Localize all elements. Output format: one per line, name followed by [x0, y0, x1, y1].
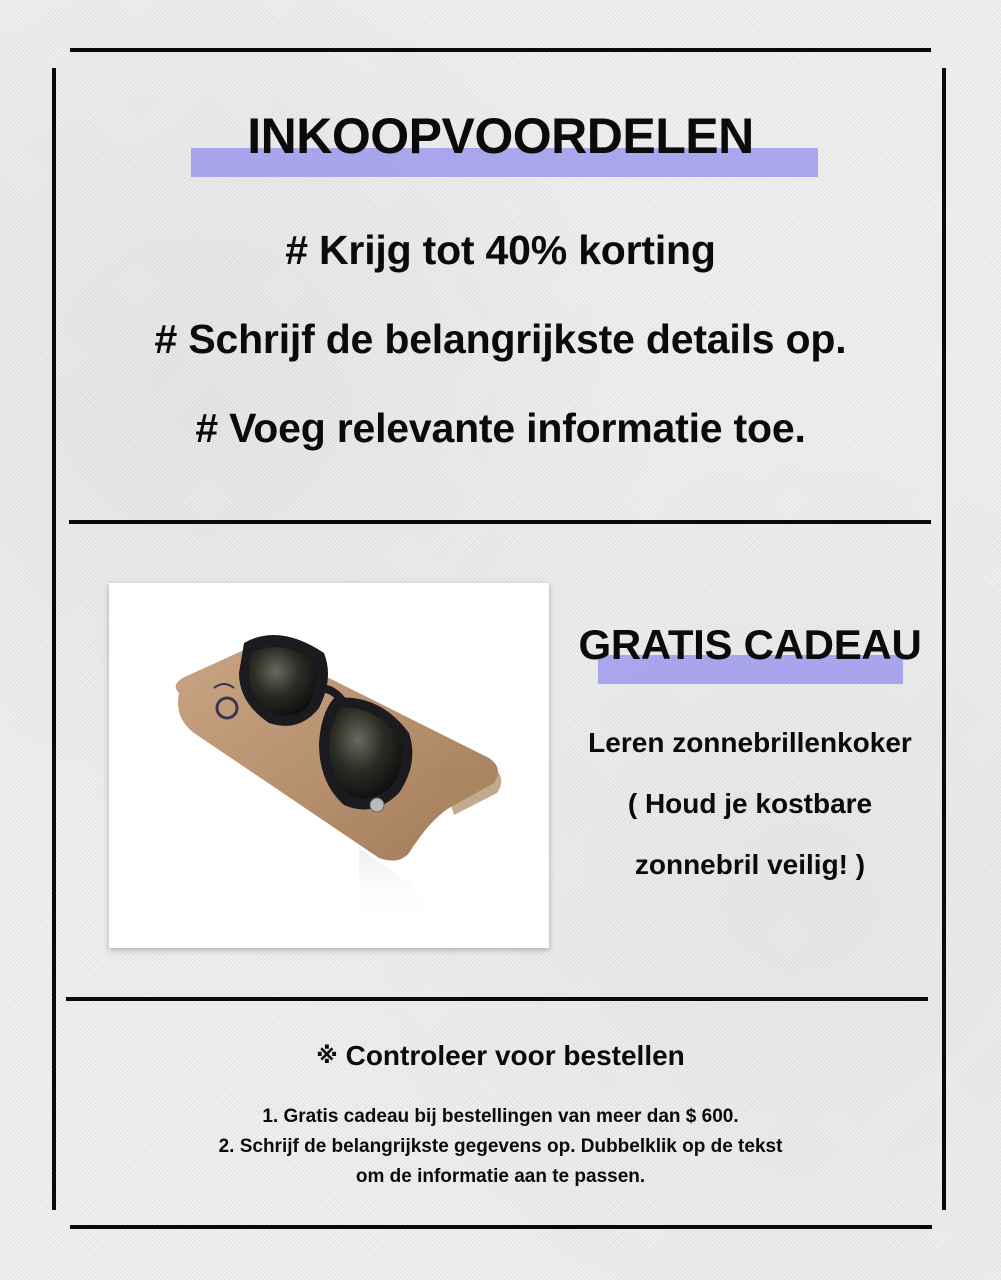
- reference-mark-icon: ※: [316, 1043, 338, 1068]
- section-divider-1: [69, 520, 931, 524]
- checklist-note-2: 2. Schrijf de belangrijkste gegevens op. Dubbelklik op de tekst: [218, 1136, 783, 1157]
- page-title: INKOOPVOORDELEN: [247, 108, 754, 164]
- benefit-item-2: # Schrijf de belangrijkste details op.: [154, 316, 847, 362]
- gift-tagline-1: ( Houd je kostbare: [627, 788, 873, 819]
- gift-product-name: Leren zonnebrillenkoker: [588, 727, 912, 758]
- product-image: [109, 583, 549, 948]
- frame-top-line: [70, 48, 931, 52]
- checklist-title: Controleer voor bestellen: [345, 1040, 685, 1071]
- benefit-item-3: # Voeg relevante informatie toe.: [195, 405, 806, 451]
- section-divider-2: [66, 997, 928, 1001]
- gift-tagline-2: zonnebril veilig! ): [634, 849, 866, 880]
- gift-title: GRATIS CADEAU: [578, 621, 922, 668]
- checklist-note-3: om de informatie aan te passen.: [355, 1166, 646, 1187]
- checklist-heading: [0, 1038, 1001, 1074]
- sunglasses-case-illustration: [109, 583, 549, 948]
- benefit-item-1: # Krijg tot 40% korting: [285, 227, 716, 273]
- frame-bottom-line: [70, 1225, 932, 1229]
- checklist-note-1: 1. Gratis cadeau bij bestellingen van meer dan $ 600.: [262, 1106, 739, 1127]
